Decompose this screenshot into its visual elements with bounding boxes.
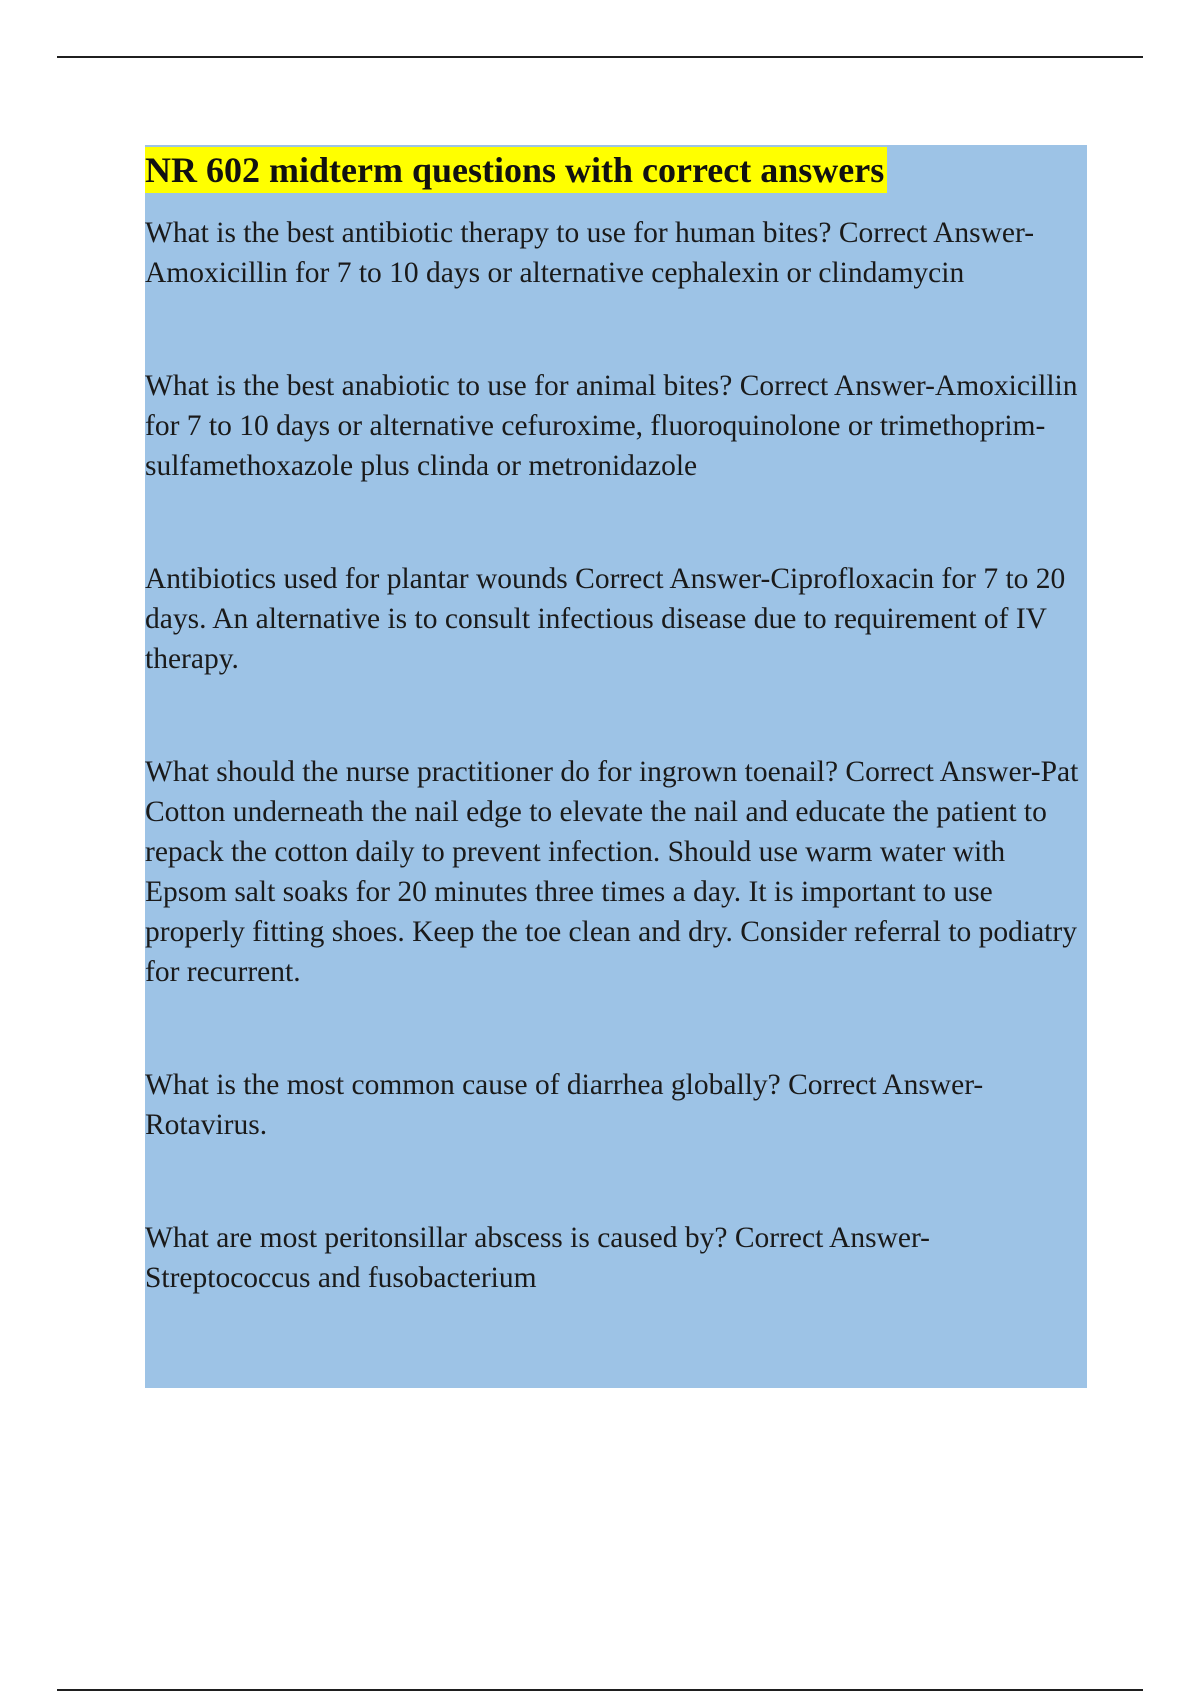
document-title: NR 602 midterm questions with correct answers <box>145 147 887 193</box>
qa-entry: What is the best anabiotic to use for animal bites? Correct Answer-Amoxicillin for 7 to 10 days or alternative cefuroxime, fluoroquinolone or trimethoprim-sulfamethoxazole plus clinda or metronidazole <box>145 370 1078 482</box>
qa-entry: Antibiotics used for plantar wounds Correct Answer-Ciprofloxacin for 7 to 20 days. An alternative is to consult infectious disease due to requirement of IV therapy. <box>145 563 1066 675</box>
qa-entry: What are most peritonsillar abscess is caused by? Correct Answer-Streptococcus and fusobacterium <box>145 1222 931 1294</box>
qa-entry: What is the most common cause of diarrhea globally? Correct Answer-Rotavirus. <box>145 1069 984 1141</box>
footer-rule <box>57 1689 1143 1691</box>
qa-entry: What is the best antibiotic therapy to use for human bites? Correct Answer-Amoxicillin for 7 to 10 days or alternative cephalexin or clindamycin <box>145 217 1035 289</box>
document-content <box>145 145 1087 1388</box>
qa-entry: What should the nurse practitioner do for ingrown toenail? Correct Answer-Pat Cotton underneath the nail edge to elevate the nail and educate the patient to repack the cotton daily to prevent infection. Should use warm water with Epsom salt soaks for 20 minutes three times a day. It is important to use properly fitting shoes. Keep the toe clean and dry. Consider referral to podiatry for recurrent. <box>145 756 1079 988</box>
header-rule <box>57 56 1143 58</box>
